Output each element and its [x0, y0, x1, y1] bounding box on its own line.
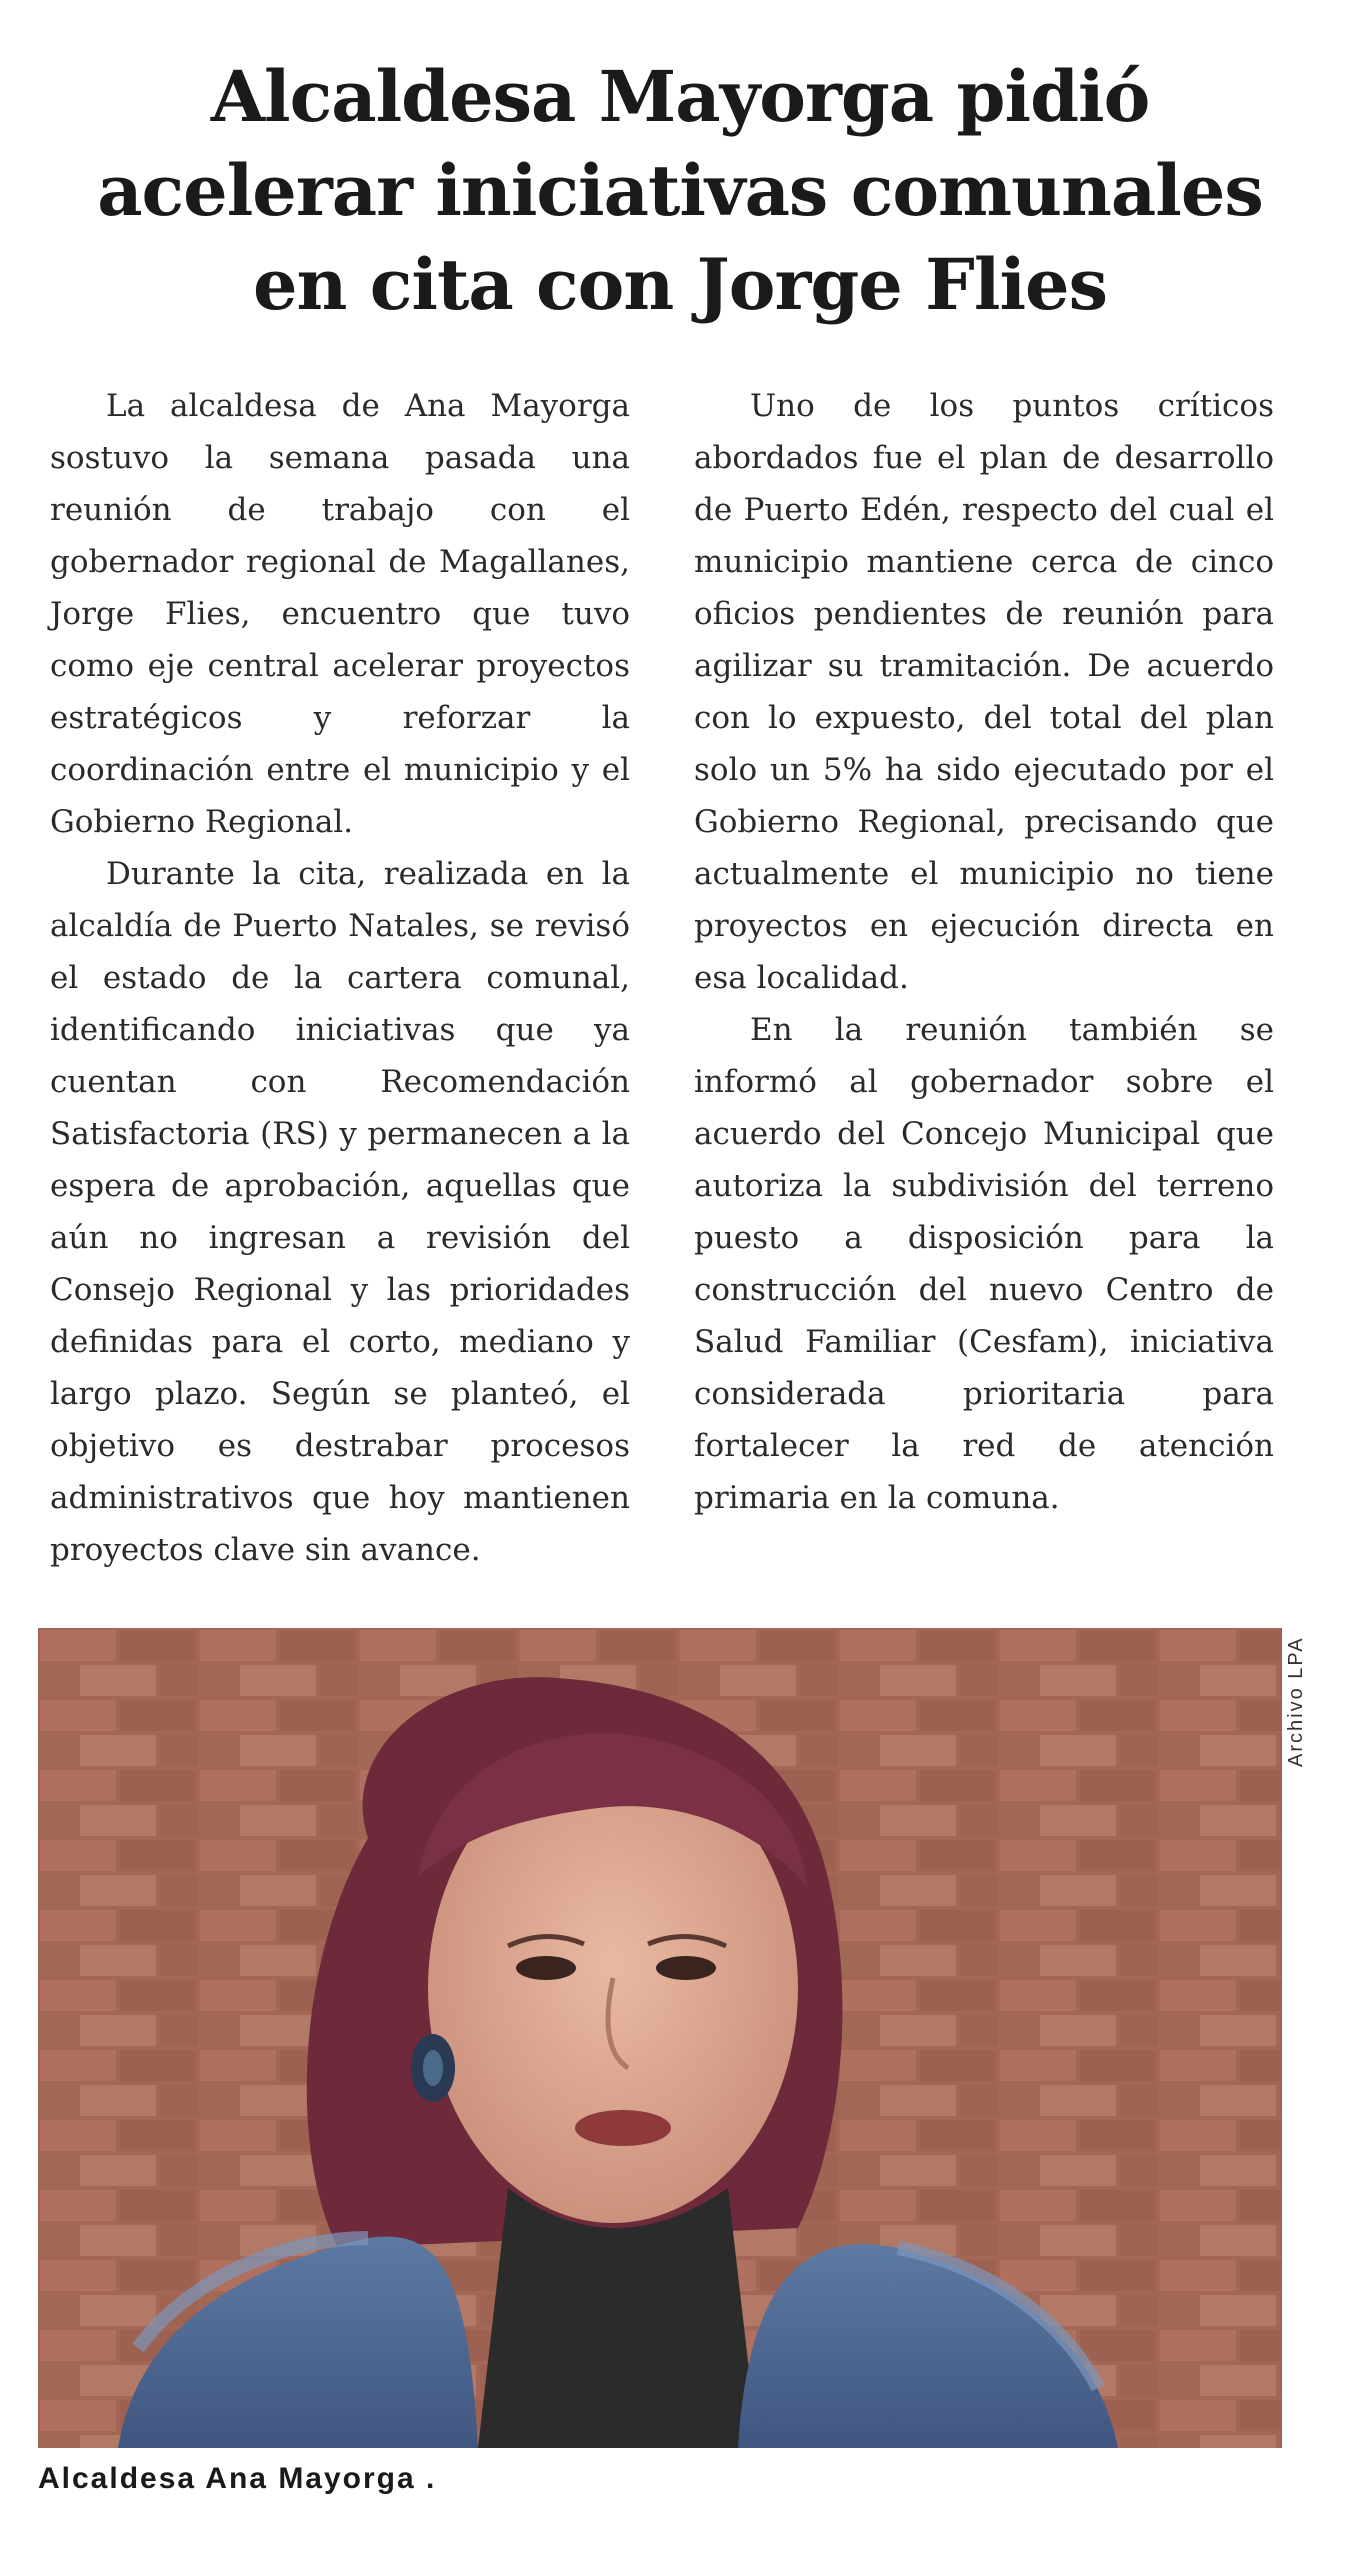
paragraph: Durante la cita, realizada en la alcaldía de Puerto Natales, se revisó el estado de la cartera comunal, identificando iniciativas que ya cuentan con Recomendación Satisfactoria (RS) y permanecen a la espera de aprobación, aquellas que aún no ingresan a revisión del Consejo Regional y las prioridades definidas para el corto, mediano y largo plazo. Según se planteó, el objetivo es destrabar procesos administrativos que hoy mantienen proyectos clave sin avance. — [50, 856, 630, 1568]
headline-line: acelerar iniciativas comunales — [97, 149, 1263, 232]
paragraph: En la reunión también se informó al gobernador sobre el acuerdo del Concejo Municipal que autoriza la subdivisión del terreno puesto a disposición para la construcción del nuevo Centro de Salud Familiar (Cesfam), iniciativa considerada prioritaria para fortalecer la red de atención primaria en la comuna. — [694, 1012, 1274, 1516]
photo-credit: Archivo LPA — [1285, 1636, 1307, 1767]
paragraph: La alcaldesa de Ana Mayorga sostuvo la semana pasada una reunión de trabajo con el gobernador regional de Magallanes, Jorge Flies, encuentro que tuvo como eje central acelerar proyectos estratégicos y reforzar la coordinación entre el municipio y el Gobierno Regional. — [50, 388, 630, 840]
photo-caption: Alcaldesa Ana Mayorga . — [38, 2462, 437, 2495]
headline-line: Alcaldesa Mayorga pidió — [210, 55, 1150, 138]
article-column-left — [50, 380, 630, 1576]
paragraph: Uno de los puntos críticos abordados fue el plan de desarrollo de Puerto Edén, respecto del cual el municipio mantiene cerca de cinco oficios pendientes de reunión para agilizar su tramitación. De acuerdo con lo expuesto, del total del plan solo un 5% ha sido ejecutado por el Gobierno Regional, precisando que actualmente el municipio no tiene proyectos en ejecución directa en esa localidad. — [694, 388, 1274, 996]
portrait-illustration — [38, 1628, 1282, 2448]
headline-line: en cita con Jorge Flies — [252, 243, 1108, 326]
article-column-right — [694, 380, 1274, 1524]
article-photo — [38, 1628, 1282, 2448]
headline — [40, 50, 1320, 332]
